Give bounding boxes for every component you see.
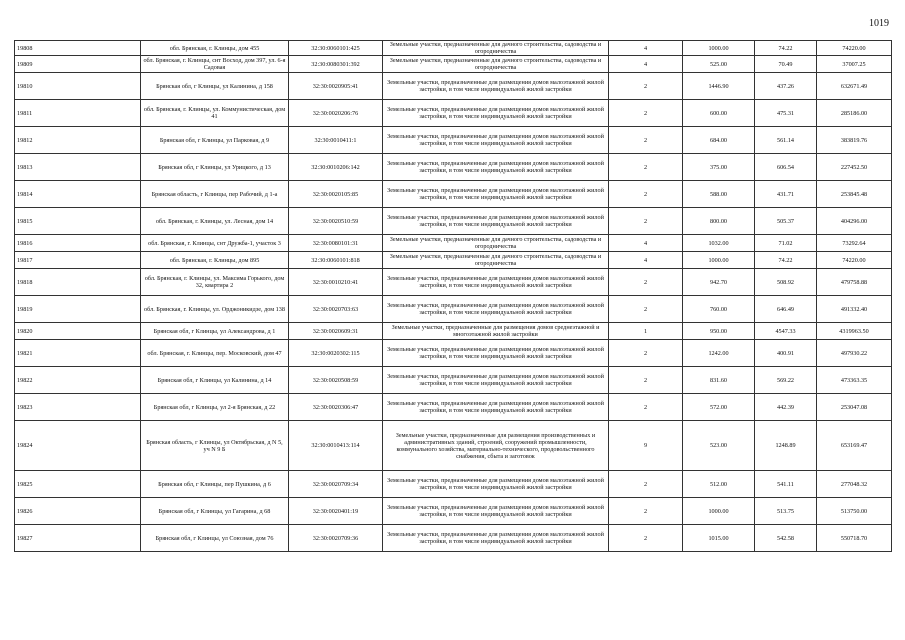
cadastral-number-cell: 32:30:0020709:34 (289, 471, 383, 498)
group-cell: 2 (609, 296, 683, 323)
cadastral-number-cell: 32:30:0020302:115 (289, 340, 383, 367)
land-use-cell: Земельные участки, предназначенные для размещения домов малоэтажной жилой застройки, в том числе индивидуальной жилой застройки (383, 394, 609, 421)
group-cell: 2 (609, 269, 683, 296)
cadastral-value-cell: 479758.88 (817, 269, 892, 296)
table-row (15, 421, 892, 471)
address-cell: Брянская обл, г Клинцы, ул Урицкого, д 13 (141, 154, 289, 181)
specific-value-cell: 508.92 (755, 269, 817, 296)
cadastral-number-cell: 32:30:0020105:85 (289, 181, 383, 208)
cadastral-number-cell: 32:30:0010411:1 (289, 127, 383, 154)
area-cell: 1015.00 (683, 525, 755, 552)
table-row (15, 208, 892, 235)
table-row (15, 525, 892, 552)
group-cell: 2 (609, 525, 683, 552)
land-use-cell: Земельные участки, предназначенные для размещения домов малоэтажной жилой застройки, в том числе индивидуальной жилой застройки (383, 367, 609, 394)
area-cell: 831.60 (683, 367, 755, 394)
group-cell: 4 (609, 41, 683, 56)
land-use-cell: Земельные участки, предназначенные для дачного строительства, садоводства и огородничества (383, 56, 609, 73)
table-row (15, 252, 892, 269)
cadastral-value-cell: 227452.50 (817, 154, 892, 181)
land-use-cell: Земельные участки, предназначенные для размещения домов малоэтажной жилой застройки, в том числе индивидуальной жилой застройки (383, 181, 609, 208)
land-use-cell: Земельные участки, предназначенные для размещения домов малоэтажной жилой застройки, в том числе индивидуальной жилой застройки (383, 208, 609, 235)
area-cell: 512.00 (683, 471, 755, 498)
row-id: 19809 (15, 56, 141, 73)
address-cell: Брянская обл, г Клинцы, ул Калинина, д 14 (141, 367, 289, 394)
area-cell: 950.00 (683, 323, 755, 340)
cadastral-value-cell: 383819.76 (817, 127, 892, 154)
land-use-cell: Земельные участки, предназначенные для размещения домов малоэтажной жилой застройки, в том числе индивидуальной жилой застройки (383, 100, 609, 127)
cadastral-number-cell: 32:30:0060101:818 (289, 252, 383, 269)
land-use-cell: Земельные участки, предназначенные для дачного строительства, садоводства и огородничества (383, 41, 609, 56)
table-row (15, 296, 892, 323)
row-id: 19813 (15, 154, 141, 181)
cadastral-number-cell: 32:30:0020401:19 (289, 498, 383, 525)
specific-value-cell: 71.02 (755, 235, 817, 252)
address-cell: Брянская обл, г Клинцы, ул Александрова, д 1 (141, 323, 289, 340)
group-cell: 4 (609, 235, 683, 252)
cadastral-number-cell: 32:30:0010210:41 (289, 269, 383, 296)
group-cell: 2 (609, 340, 683, 367)
specific-value-cell: 569.22 (755, 367, 817, 394)
area-cell: 1000.00 (683, 498, 755, 525)
cadastral-number-cell: 32:30:0020609:31 (289, 323, 383, 340)
row-id: 19822 (15, 367, 141, 394)
specific-value-cell: 542.58 (755, 525, 817, 552)
specific-value-cell: 431.71 (755, 181, 817, 208)
row-id: 19810 (15, 73, 141, 100)
specific-value-cell: 606.54 (755, 154, 817, 181)
cadastral-number-cell: 32:30:0010413:114 (289, 421, 383, 471)
land-use-cell: Земельные участки, предназначенные для размещения домов малоэтажной жилой застройки, в том числе индивидуальной жилой застройки (383, 154, 609, 181)
address-cell: Брянская обл, г Клинцы, ул Калинина, д 158 (141, 73, 289, 100)
specific-value-cell: 505.37 (755, 208, 817, 235)
area-cell: 760.00 (683, 296, 755, 323)
specific-value-cell: 4547.33 (755, 323, 817, 340)
land-use-cell: Земельные участки, предназначенные для размещения домов малоэтажной жилой застройки, в том числе индивидуальной жилой застройки (383, 296, 609, 323)
group-cell: 1 (609, 323, 683, 340)
cadastral-number-cell: 32:30:0020306:47 (289, 394, 383, 421)
group-cell: 2 (609, 181, 683, 208)
row-id: 19819 (15, 296, 141, 323)
area-cell: 684.00 (683, 127, 755, 154)
table-body (15, 41, 892, 552)
address-cell: обл. Брянская, г. Клинцы, дом 455 (141, 41, 289, 56)
land-use-cell: Земельные участки, предназначенные для размещения домов малоэтажной жилой застройки, в том числе индивидуальной жилой застройки (383, 127, 609, 154)
cadastral-value-cell: 73292.64 (817, 235, 892, 252)
table-row (15, 127, 892, 154)
cadastral-number-cell: 32:30:0020510:59 (289, 208, 383, 235)
group-cell: 2 (609, 498, 683, 525)
cadastral-number-cell: 32:30:0020709:36 (289, 525, 383, 552)
area-cell: 1032.00 (683, 235, 755, 252)
cadastral-value-cell: 74220.00 (817, 41, 892, 56)
land-use-cell: Земельные участки, предназначенные для размещения домов малоэтажной жилой застройки, в том числе индивидуальной жилой застройки (383, 498, 609, 525)
table-row (15, 73, 892, 100)
table-row (15, 269, 892, 296)
address-cell: Брянская обл, г Клинцы, пер Пушкина, д 6 (141, 471, 289, 498)
address-cell: Брянская обл, г Клинцы, ул 2-я Брянская, д 22 (141, 394, 289, 421)
address-cell: обл. Брянская, г. Клинцы, снт Восход, дом 397, ул. 6-я Садовая (141, 56, 289, 73)
cadastral-number-cell: 32:30:0080301:392 (289, 56, 383, 73)
cadastral-value-cell: 404296.00 (817, 208, 892, 235)
row-id: 19815 (15, 208, 141, 235)
table-row (15, 235, 892, 252)
group-cell: 2 (609, 127, 683, 154)
cadastral-number-cell: 32:30:0020905:41 (289, 73, 383, 100)
address-cell: Брянская обл, г Клинцы, ул Союзная, дом 76 (141, 525, 289, 552)
cadastral-value-cell: 285186.00 (817, 100, 892, 127)
cadastral-number-cell: 32:30:0010206:142 (289, 154, 383, 181)
area-cell: 525.00 (683, 56, 755, 73)
specific-value-cell: 70.49 (755, 56, 817, 73)
cadastral-value-cell: 632671.49 (817, 73, 892, 100)
area-cell: 1000.00 (683, 252, 755, 269)
address-cell: обл. Брянская, г. Клинцы, ул. Лесная, дом 14 (141, 208, 289, 235)
cadastral-value-cell: 497930.22 (817, 340, 892, 367)
area-cell: 1446.90 (683, 73, 755, 100)
address-cell: обл. Брянская, г. Клинцы, ул. Коммунистическая, дом 41 (141, 100, 289, 127)
cadastral-value-cell: 491332.40 (817, 296, 892, 323)
area-cell: 1242.00 (683, 340, 755, 367)
land-use-cell: Земельные участки, предназначенные для размещения производственных и административных зданий, строений, сооружений промышленности, коммунального хозяйства, материально-технического, продовольственного снабжения, сбыта и заготовок (383, 421, 609, 471)
group-cell: 9 (609, 421, 683, 471)
group-cell: 4 (609, 56, 683, 73)
specific-value-cell: 646.49 (755, 296, 817, 323)
specific-value-cell: 437.26 (755, 73, 817, 100)
cadastral-number-cell: 32:30:0020703:63 (289, 296, 383, 323)
address-cell: Брянская область, г Клинцы, ул Октябрьская, д N 5, уч N 9 Б (141, 421, 289, 471)
cadastral-value-table (14, 40, 892, 552)
specific-value-cell: 561.14 (755, 127, 817, 154)
address-cell: обл. Брянская, г. Клинцы, дом 895 (141, 252, 289, 269)
row-id: 19823 (15, 394, 141, 421)
table-row (15, 340, 892, 367)
group-cell: 2 (609, 208, 683, 235)
table-row (15, 498, 892, 525)
group-cell: 2 (609, 471, 683, 498)
group-cell: 4 (609, 252, 683, 269)
land-use-cell: Земельные участки, предназначенные для дачного строительства, садоводства и огородничества (383, 235, 609, 252)
area-cell: 588.00 (683, 181, 755, 208)
table-row (15, 41, 892, 56)
cadastral-value-cell: 277048.32 (817, 471, 892, 498)
specific-value-cell: 513.75 (755, 498, 817, 525)
row-id: 19816 (15, 235, 141, 252)
area-cell: 375.00 (683, 154, 755, 181)
table-row (15, 471, 892, 498)
row-id: 19825 (15, 471, 141, 498)
row-id: 19824 (15, 421, 141, 471)
area-cell: 572.00 (683, 394, 755, 421)
area-cell: 942.70 (683, 269, 755, 296)
address-cell: Брянская область, г Клинцы, пер Рабочий, д 1-а (141, 181, 289, 208)
page-number: 1019 (869, 18, 889, 29)
cadastral-number-cell: 32:30:0020508:59 (289, 367, 383, 394)
table-row (15, 323, 892, 340)
table-row (15, 154, 892, 181)
table-row (15, 56, 892, 73)
specific-value-cell: 74.22 (755, 252, 817, 269)
cadastral-number-cell: 32:30:0020206:76 (289, 100, 383, 127)
specific-value-cell: 1248.89 (755, 421, 817, 471)
cadastral-value-cell: 653169.47 (817, 421, 892, 471)
land-use-cell: Земельные участки, предназначенные для размещения домов малоэтажной жилой застройки, в том числе индивидуальной жилой застройки (383, 340, 609, 367)
table-row (15, 367, 892, 394)
area-cell: 600.00 (683, 100, 755, 127)
cadastral-number-cell: 32:30:0080101:31 (289, 235, 383, 252)
area-cell: 1000.00 (683, 41, 755, 56)
land-use-cell: Земельные участки, предназначенные для размещения домов малоэтажной жилой застройки, в том числе индивидуальной жилой застройки (383, 73, 609, 100)
row-id: 19808 (15, 41, 141, 56)
address-cell: обл. Брянская, г. Клинцы, ул. Максима Горького, дом 32, квартира 2 (141, 269, 289, 296)
cadastral-value-cell: 473363.35 (817, 367, 892, 394)
specific-value-cell: 400.91 (755, 340, 817, 367)
address-cell: обл. Брянская, г. Клинцы, снт Дружба-1, участок 3 (141, 235, 289, 252)
table-row (15, 394, 892, 421)
group-cell: 2 (609, 100, 683, 127)
address-cell: Брянская обл, г Клинцы, ул Гагарина, д 68 (141, 498, 289, 525)
specific-value-cell: 74.22 (755, 41, 817, 56)
specific-value-cell: 541.11 (755, 471, 817, 498)
land-use-cell: Земельные участки, предназначенные для размещения домов малоэтажной жилой застройки, в том числе индивидуальной жилой застройки (383, 269, 609, 296)
land-use-cell: Земельные участки, предназначенные для размещения домов малоэтажной жилой застройки, в том числе индивидуальной жилой застройки (383, 525, 609, 552)
specific-value-cell: 442.39 (755, 394, 817, 421)
table-row (15, 181, 892, 208)
cadastral-value-cell: 253845.48 (817, 181, 892, 208)
group-cell: 2 (609, 73, 683, 100)
row-id: 19814 (15, 181, 141, 208)
address-cell: обл. Брянская, г. Клинцы, ул. Орджоникидзе, дом 138 (141, 296, 289, 323)
address-cell: обл. Брянская, г. Клинцы, пер. Московский, дом 47 (141, 340, 289, 367)
group-cell: 2 (609, 367, 683, 394)
cadastral-value-cell: 37007.25 (817, 56, 892, 73)
row-id: 19818 (15, 269, 141, 296)
group-cell: 2 (609, 394, 683, 421)
row-id: 19827 (15, 525, 141, 552)
row-id: 19821 (15, 340, 141, 367)
row-id: 19826 (15, 498, 141, 525)
land-use-cell: Земельные участки, предназначенные для размещения домов среднеэтажной и многоэтажной жилой застройки (383, 323, 609, 340)
land-use-cell: Земельные участки, предназначенные для размещения домов малоэтажной жилой застройки, в том числе индивидуальной жилой застройки (383, 471, 609, 498)
group-cell: 2 (609, 154, 683, 181)
specific-value-cell: 475.31 (755, 100, 817, 127)
area-cell: 800.00 (683, 208, 755, 235)
table-row (15, 100, 892, 127)
row-id: 19817 (15, 252, 141, 269)
land-use-cell: Земельные участки, предназначенные для дачного строительства, садоводства и огородничества (383, 252, 609, 269)
cadastral-value-cell: 550718.70 (817, 525, 892, 552)
row-id: 19820 (15, 323, 141, 340)
cadastral-value-cell: 513750.00 (817, 498, 892, 525)
row-id: 19811 (15, 100, 141, 127)
address-cell: Брянская обл, г Клинцы, ул Парковая, д 9 (141, 127, 289, 154)
area-cell: 523.00 (683, 421, 755, 471)
cadastral-value-cell: 253047.08 (817, 394, 892, 421)
cadastral-value-cell: 4319963.50 (817, 323, 892, 340)
cadastral-value-cell: 74220.00 (817, 252, 892, 269)
cadastral-number-cell: 32:30:0060101:425 (289, 41, 383, 56)
row-id: 19812 (15, 127, 141, 154)
